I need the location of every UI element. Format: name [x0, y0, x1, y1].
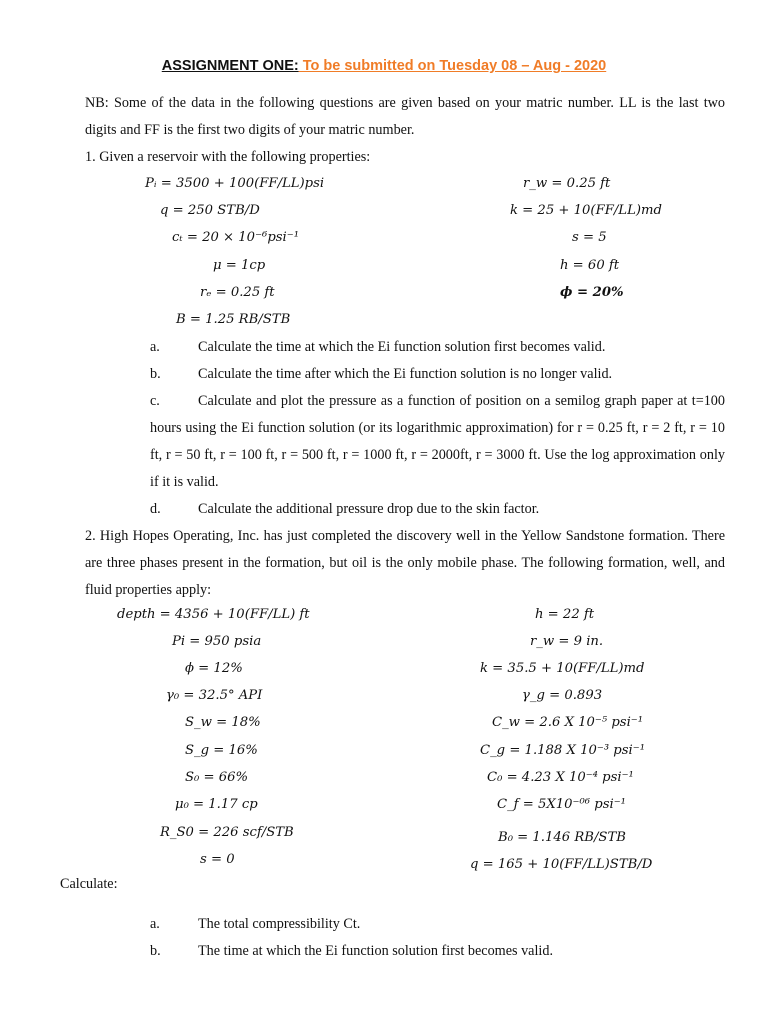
q2-var-so: S₀ = 66% [185, 770, 249, 785]
q2-var-rw: r_w = 9 in. [530, 634, 604, 649]
title-deadline: To be submitted on Tuesday 08 – Aug - 2020 [298, 58, 607, 74]
q2-var-phi: ϕ = 12% [185, 661, 243, 676]
q2-intro: 2. High Hopes Operating, Inc. has just completed the discovery well in the Yellow Sandstone formation. There are three phases present in the formation, but oil is the only mobile phase. The following formation, well, and fluid properties apply: [85, 528, 725, 598]
q1-var-b: B = 1.25 RB/STB [176, 312, 291, 327]
q2-var-gamma-g: γ_g = 0.893 [522, 688, 603, 703]
q1-var-pi: Pᵢ = 3500 + 100(FF/LL)psi [145, 176, 325, 191]
q2-var-depth: depth = 4356 + 10(FF/LL) ft [117, 607, 310, 622]
q2-var-rso: R_S0 = 226 scf/STB [160, 825, 294, 840]
q1-item-b [150, 361, 725, 388]
q2-var-sw: S_w = 18% [185, 715, 261, 730]
q1-var-s: s = 5 [572, 230, 607, 245]
q1-var-h: h = 60 ft [560, 258, 620, 273]
q2-var-k: k = 35.5 + 10(FF/LL)md [480, 661, 645, 676]
q1-var-q: q = 250 STB/D [160, 203, 260, 218]
q1-item-c-text: Calculate and plot the pressure as a function of position on a semilog graph paper at t=100 hours using the Ei function solution (or its logarithmic approximation) for r = 0.25 ft, r = 2 ft, r = 10 ft, r = 50 ft, r = 100 ft, r = 500 ft, r = 1000 ft, r = 2000ft, r = 3000 ft. Use the log approximation only if it is valid. [150, 393, 725, 490]
assignment-title [0, 58, 768, 74]
q2-var-bo: B₀ = 1.146 RB/STB [498, 830, 626, 845]
q1-item-a [150, 334, 725, 361]
q2-item-b [150, 938, 725, 965]
q2-var-q: q = 165 + 10(FF/LL)STB/D [470, 857, 653, 872]
q1-item-a-text: Calculate the time at which the Ei function solution first becomes valid. [198, 339, 606, 355]
q1-item-b-text: Calculate the time after which the Ei function solution is no longer valid. [198, 366, 613, 382]
q2-item-b-label: b. [150, 943, 161, 959]
q1-item-d-label: d. [150, 501, 161, 517]
q1-item-a-label: a. [150, 339, 160, 355]
q1-item-c-label: c. [150, 393, 160, 409]
q2-var-cw: C_w = 2.6 X 10⁻⁵ psi⁻¹ [492, 715, 644, 730]
q2-item-a [150, 911, 725, 938]
q2-var-pi: Pi = 950 psia [172, 634, 262, 649]
q2-var-sg: S_g = 16% [185, 743, 258, 758]
q2-item-a-text: The total compressibility Ct. [198, 916, 361, 932]
q2-var-h: h = 22 ft [535, 607, 595, 622]
q2-calculate-label: Calculate: [60, 876, 118, 892]
q2-var-s: s = 0 [200, 852, 235, 867]
q1-item-b-label: b. [150, 366, 161, 382]
q1-item-d-text: Calculate the additional pressure drop due to the skin factor. [198, 501, 540, 517]
q2-item-b-text: The time at which the Ei function solution first becomes valid. [198, 943, 553, 959]
note-paragraph: NB: Some of the data in the following questions are given based on your matric number. LL is the last two digits and FF is the first two digits of your matric number. [85, 95, 725, 138]
q2-var-cg: C_g = 1.188 X 10⁻³ psi⁻¹ [480, 743, 645, 758]
q2-var-mu-o: μ₀ = 1.17 cp [175, 797, 258, 812]
q2-item-a-label: a. [150, 916, 160, 932]
q1-var-k: k = 25 + 10(FF/LL)md [510, 203, 662, 218]
q2-var-gamma-o: γ₀ = 32.5° API [166, 688, 263, 703]
title-main: ASSIGNMENT ONE: [161, 58, 299, 74]
q2-var-cf: C_f = 5X10⁻⁰⁶ psi⁻¹ [497, 797, 626, 812]
q1-var-phi: ϕ = 20% [560, 285, 624, 300]
q1-item-d [150, 496, 725, 523]
q2-var-co: C₀ = 4.23 X 10⁻⁴ psi⁻¹ [487, 770, 634, 785]
q1-var-mu: μ = 1cp [213, 258, 266, 273]
q1-item-c [150, 388, 725, 496]
q1-intro: 1. Given a reservoir with the following properties: [85, 149, 371, 165]
q1-var-rw: r_w = 0.25 ft [523, 176, 611, 191]
q1-var-re: rₑ = 0.25 ft [200, 285, 275, 300]
q1-var-ct: cₜ = 20 × 10⁻⁶psi⁻¹ [172, 230, 299, 245]
